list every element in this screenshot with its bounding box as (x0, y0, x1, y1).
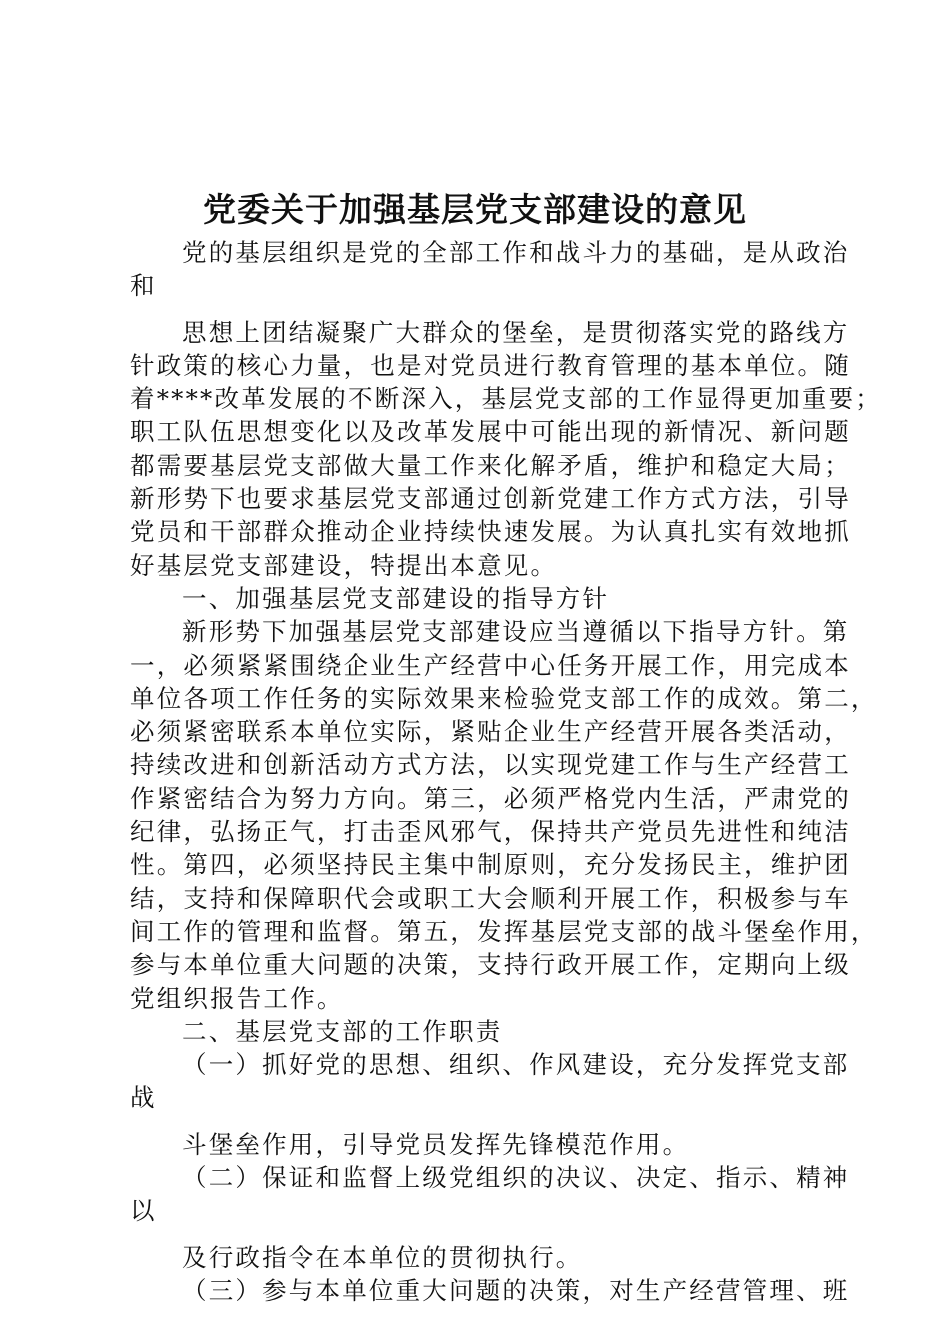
text-line: （一）抓好党的思想、组织、作风建设，充分发挥党支部 (182, 1050, 850, 1080)
text-line: 持续改进和创新活动方式方法，以实现党建工作与生产经营工 (130, 750, 851, 780)
document-body (130, 236, 882, 1307)
text-line: 着****改革发展的不断深入，基层党支部的工作显得更加重要； (130, 384, 882, 414)
text-line: 以 (130, 1196, 157, 1226)
text-line: （二）保证和监督上级党组织的决议、决定、指示、精神 (182, 1163, 850, 1193)
text-line: 职工队伍思想变化以及改革发展中可能出现的新情况、新问题 (130, 417, 851, 447)
text-line: 新形势下也要求基层党支部通过创新党建工作方式方法，引导 (130, 484, 851, 514)
text-line: 作紧密结合为努力方向。第三，必须严格党内生活，严肃党的 (130, 783, 851, 813)
text-line: 针政策的核心力量，也是对党员进行教育管理的基本单位。随 (130, 350, 851, 380)
text-line: 性。第四，必须坚持民主集中制原则，充分发扬民主，维护团 (130, 850, 851, 880)
text-line: 和 (130, 271, 157, 301)
line-gap (130, 1115, 842, 1128)
text-line: （三）参与本单位重大问题的决策，对生产经营管理、班 (182, 1275, 850, 1305)
text-line: 一、加强基层党支部建设的指导方针 (182, 583, 610, 613)
text-line: 纪律，弘扬正气，打击歪风邪气，保持共产党员先进性和纯洁 (130, 817, 851, 847)
text-line: 战 (130, 1083, 157, 1113)
text-line: 参与本单位重大问题的决策，支持行政开展工作，定期向上级 (130, 950, 851, 980)
document-title: 党委关于加强基层党支部建设的意见 (203, 190, 747, 229)
text-line: 结，支持和保障职代会或职工大会顺利开展工作，积极参与车 (130, 883, 851, 913)
text-line: 党组织报告工作。 (130, 983, 344, 1013)
text-line: 党员和干部群众推动企业持续快速发展。为认真扎实有效地抓 (130, 517, 851, 547)
text-line: 一，必须紧紧围绕企业生产经营中心任务开展工作，用完成本 (130, 650, 851, 680)
text-line: 及行政指令在本单位的贯彻执行。 (182, 1242, 583, 1272)
line-gap (130, 1228, 842, 1241)
text-line: 二、基层党支部的工作职责 (182, 1016, 503, 1046)
text-line: 新形势下加强基层党支部建设应当遵循以下指导方针。第 (182, 617, 850, 647)
text-line: 斗堡垒作用，引导党员发挥先锋模范作用。 (182, 1129, 690, 1159)
text-line: 思想上团结凝聚广大群众的堡垒，是贯彻落实党的路线方 (182, 317, 850, 347)
text-line: 间工作的管理和监督。第五，发挥基层党支部的战斗堡垒作用， (130, 916, 878, 946)
text-line: 都需要基层党支部做大量工作来化解矛盾，维护和稳定大局； (130, 450, 851, 480)
text-line: 党的基层组织是党的全部工作和战斗力的基础，是从政治 (182, 238, 850, 267)
line-gap (130, 303, 842, 316)
text-line: 单位各项工作任务的实际效果来检验党支部工作的成效。第二， (130, 683, 878, 713)
text-line: 必须紧密联系本单位实际，紧贴企业生产经营开展各类活动， (130, 717, 851, 747)
text-line: 好基层党支部建设，特提出本意见。 (130, 550, 558, 580)
